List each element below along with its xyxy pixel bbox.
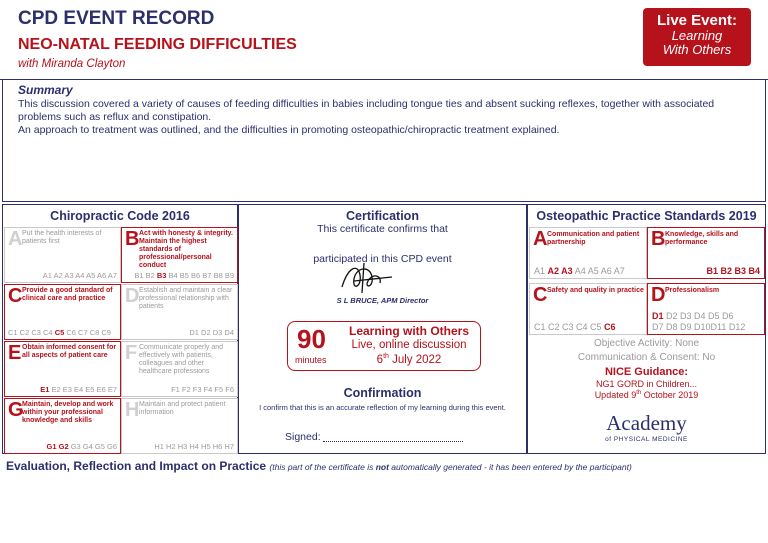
chiro-codes-b xyxy=(134,271,234,280)
osteo-codes-a-pre: A1 xyxy=(534,266,548,276)
evaluation-note-pre: (this part of the certificate is xyxy=(269,462,376,472)
osteo-letter-c: C xyxy=(533,284,548,306)
chiropractic-title: Chiropractic Code 2016 xyxy=(50,209,190,223)
nice-line1: NG1 GORD in Children... xyxy=(595,379,698,389)
evaluation-note-post: automatically generated - it has been entered by the participant) xyxy=(388,462,632,472)
osteo-codes-d-hi: D1 xyxy=(652,311,664,321)
osteo-cell-d xyxy=(647,283,765,335)
chiro-codes-a: A1 A2 A3 A4 A5 A6 A7 xyxy=(42,271,117,280)
osteo-letter-b: B xyxy=(651,228,666,250)
record-title: CPD EVENT RECORD xyxy=(18,8,215,29)
academy-logo-sub: of PHYSICAL MEDICINE xyxy=(605,436,688,443)
summary-p2: An approach to treatment was outlined, and the difficulties in promoting osteopathic/chiropractic treatment explained. xyxy=(18,124,560,136)
chiro-letter-c: C xyxy=(8,285,23,307)
chiro-codes-e xyxy=(40,385,117,394)
minutes-number: 90 xyxy=(297,324,326,354)
event-title: NEO-NATAL FEEDING DIFFICULTIES xyxy=(18,36,297,53)
osteo-codes-c-hi: C6 xyxy=(604,322,616,332)
osteo-desc-d: Professionalism xyxy=(665,287,720,294)
chiro-letter-e: E xyxy=(8,342,22,364)
summary-heading: Summary xyxy=(18,83,73,97)
chiro-desc-h: Maintain and protect patient information xyxy=(139,401,226,416)
chiro-codes-h: H1 H2 H3 H4 H5 H6 H7 xyxy=(154,442,234,451)
chiro-codes-d: D1 D2 D3 D4 xyxy=(189,328,234,337)
signature-image xyxy=(334,257,404,297)
chiro-codes-c xyxy=(8,328,111,337)
osteo-codes-d-line1: D2 D3 D4 D5 D6 xyxy=(663,311,734,321)
chiro-codes-b-hi: B3 xyxy=(156,271,167,280)
chiro-cell-a xyxy=(4,227,121,283)
chiro-cell-c xyxy=(4,284,121,340)
chiro-codes-g xyxy=(47,442,117,451)
chiropractic-panel xyxy=(2,204,238,454)
communication-consent: Communication & Consent: No xyxy=(577,352,716,363)
chiro-letter-g: G xyxy=(8,399,24,421)
chiro-letter-a: A xyxy=(8,228,23,250)
osteo-codes-c xyxy=(534,322,616,332)
evaluation-note-bold: not xyxy=(375,462,389,472)
nice-line2 xyxy=(528,390,765,400)
nice-line2-sup: th xyxy=(636,390,642,396)
chiro-cell-g xyxy=(4,398,121,454)
badge-line2: Learning xyxy=(671,28,723,43)
osteo-letter-d: D xyxy=(651,284,666,306)
osteopathic-panel xyxy=(527,204,766,454)
osteo-codes-d1 xyxy=(652,311,734,321)
nice-line2-post: October 2019 xyxy=(641,390,699,400)
signature-line[interactable] xyxy=(323,441,463,442)
osteo-codes-b-hi: B1 B2 B3 B4 xyxy=(706,266,760,276)
osteo-desc-b: Knowledge, skills and performance xyxy=(665,231,739,246)
event-date-sup: th xyxy=(383,353,389,360)
evaluation-title: Evaluation, Reflection and Impact on Practice xyxy=(6,459,267,473)
osteo-letter-a: A xyxy=(533,228,548,250)
presenter: with Miranda Clayton xyxy=(18,58,126,70)
osteo-codes-a-post: A4 A5 A6 A7 xyxy=(572,266,625,276)
summary-text xyxy=(18,98,753,137)
event-date-rest: July 2022 xyxy=(388,353,442,366)
badge-line3: With Others xyxy=(662,42,732,57)
chiro-desc-d: Establish and maintain a clear professional relationship with patients xyxy=(139,287,233,310)
chiro-cell-d xyxy=(121,284,238,340)
evaluation-heading xyxy=(6,459,632,473)
osteo-codes-c-pre: C1 C2 C3 C4 C5 xyxy=(534,322,605,332)
osteo-desc-a: Communication and patient partnership xyxy=(547,231,640,246)
osteo-cell-a xyxy=(529,227,647,279)
event-date-day: 6 xyxy=(376,353,384,366)
chiro-letter-d: D xyxy=(125,285,140,307)
chiro-cell-h xyxy=(121,398,238,454)
chiro-desc-a: Put the health interests of patients first xyxy=(22,230,102,245)
event-date xyxy=(340,353,478,366)
chiro-desc-b: Act with honesty & integrity. Maintain the highest standards of professional/personal conduct xyxy=(139,230,233,269)
osteo-codes-a-hi: A2 A3 xyxy=(547,266,573,276)
osteo-cell-c xyxy=(529,283,647,335)
chiro-letter-b: B xyxy=(125,228,140,250)
chiro-desc-f: Communicate properly and effectively with patients, colleagues and other healthcare professions xyxy=(139,344,224,375)
chiro-codes-e-hi: E1 xyxy=(40,385,50,394)
osteo-cell-b xyxy=(647,227,765,279)
minutes-label: minutes xyxy=(295,355,327,365)
chiro-codes-g-post: G3 G4 G5 G6 xyxy=(68,442,117,451)
chiro-codes-b-pre: B1 B2 xyxy=(134,271,157,280)
chiro-letter-h: H xyxy=(125,399,140,421)
chiro-cell-e xyxy=(4,341,121,397)
confirmation-title: Confirmation xyxy=(343,386,422,400)
chiro-codes-c-pre: C1 C2 C3 C4 xyxy=(8,328,55,337)
chiro-cell-f xyxy=(121,341,238,397)
certification-title: Certification xyxy=(346,209,419,223)
event-mode: Live, online discussion xyxy=(351,339,467,351)
osteo-codes-b xyxy=(706,266,760,276)
evaluation-note xyxy=(269,462,631,472)
osteopathic-title: Osteopathic Practice Standards 2019 xyxy=(536,209,757,223)
signer-name: S L BRUCE, APM Director xyxy=(336,296,429,305)
confirmation-text: I confirm that this is an accurate reflection of my learning during this event. xyxy=(259,403,506,412)
chiro-cell-b xyxy=(121,227,238,283)
osteo-codes-a xyxy=(534,266,625,276)
badge-line1: Live Event: xyxy=(656,12,738,29)
chiro-codes-f: F1 F2 F3 F4 F5 F6 xyxy=(171,385,234,394)
chiro-codes-g-hi: G1 G2 xyxy=(46,442,69,451)
osteo-desc-c: Safety and quality in practice xyxy=(547,287,644,294)
signed-label: Signed: xyxy=(285,431,321,443)
chiro-codes-c-hi: C5 xyxy=(54,328,65,337)
duration-box xyxy=(287,321,481,371)
chiro-codes-b-post: B4 B5 B6 B7 B8 B9 xyxy=(166,271,234,280)
nice-title: NICE Guidance: xyxy=(604,366,689,378)
cert-line2: participated in this CPD event xyxy=(313,253,452,265)
objective-activity: Objective Activity: None xyxy=(593,338,700,349)
chiro-codes-e-post: E2 E3 E4 E5 E6 E7 xyxy=(49,385,117,394)
certification-panel xyxy=(238,204,527,454)
osteo-codes-d2: D7 D8 D9 D10D11 D12 xyxy=(652,322,746,332)
event-type: Learning with Others xyxy=(348,324,469,338)
chiro-letter-f: F xyxy=(125,342,138,364)
chiro-codes-c-post: C6 C7 C8 C9 xyxy=(64,328,111,337)
academy-logo: Academy xyxy=(606,411,687,435)
nice-line2-pre: Updated 9 xyxy=(594,390,637,400)
cert-line1: This certificate confirms that xyxy=(317,223,448,235)
summary-p1: This discussion covered a variety of causes of feeding difficulties in babies including tongue ties and absent sucking reflexes, together with associated problems such as reflux and constipation. xyxy=(18,98,715,123)
live-event-badge xyxy=(643,8,751,66)
chiro-desc-e: Obtain informed consent for all aspects of patient care xyxy=(22,344,117,359)
chiro-desc-c: Provide a good standard of clinical care and practice xyxy=(22,287,113,302)
chiro-desc-g: Maintain, develop and work within your professional knowledge and skills xyxy=(22,401,114,424)
